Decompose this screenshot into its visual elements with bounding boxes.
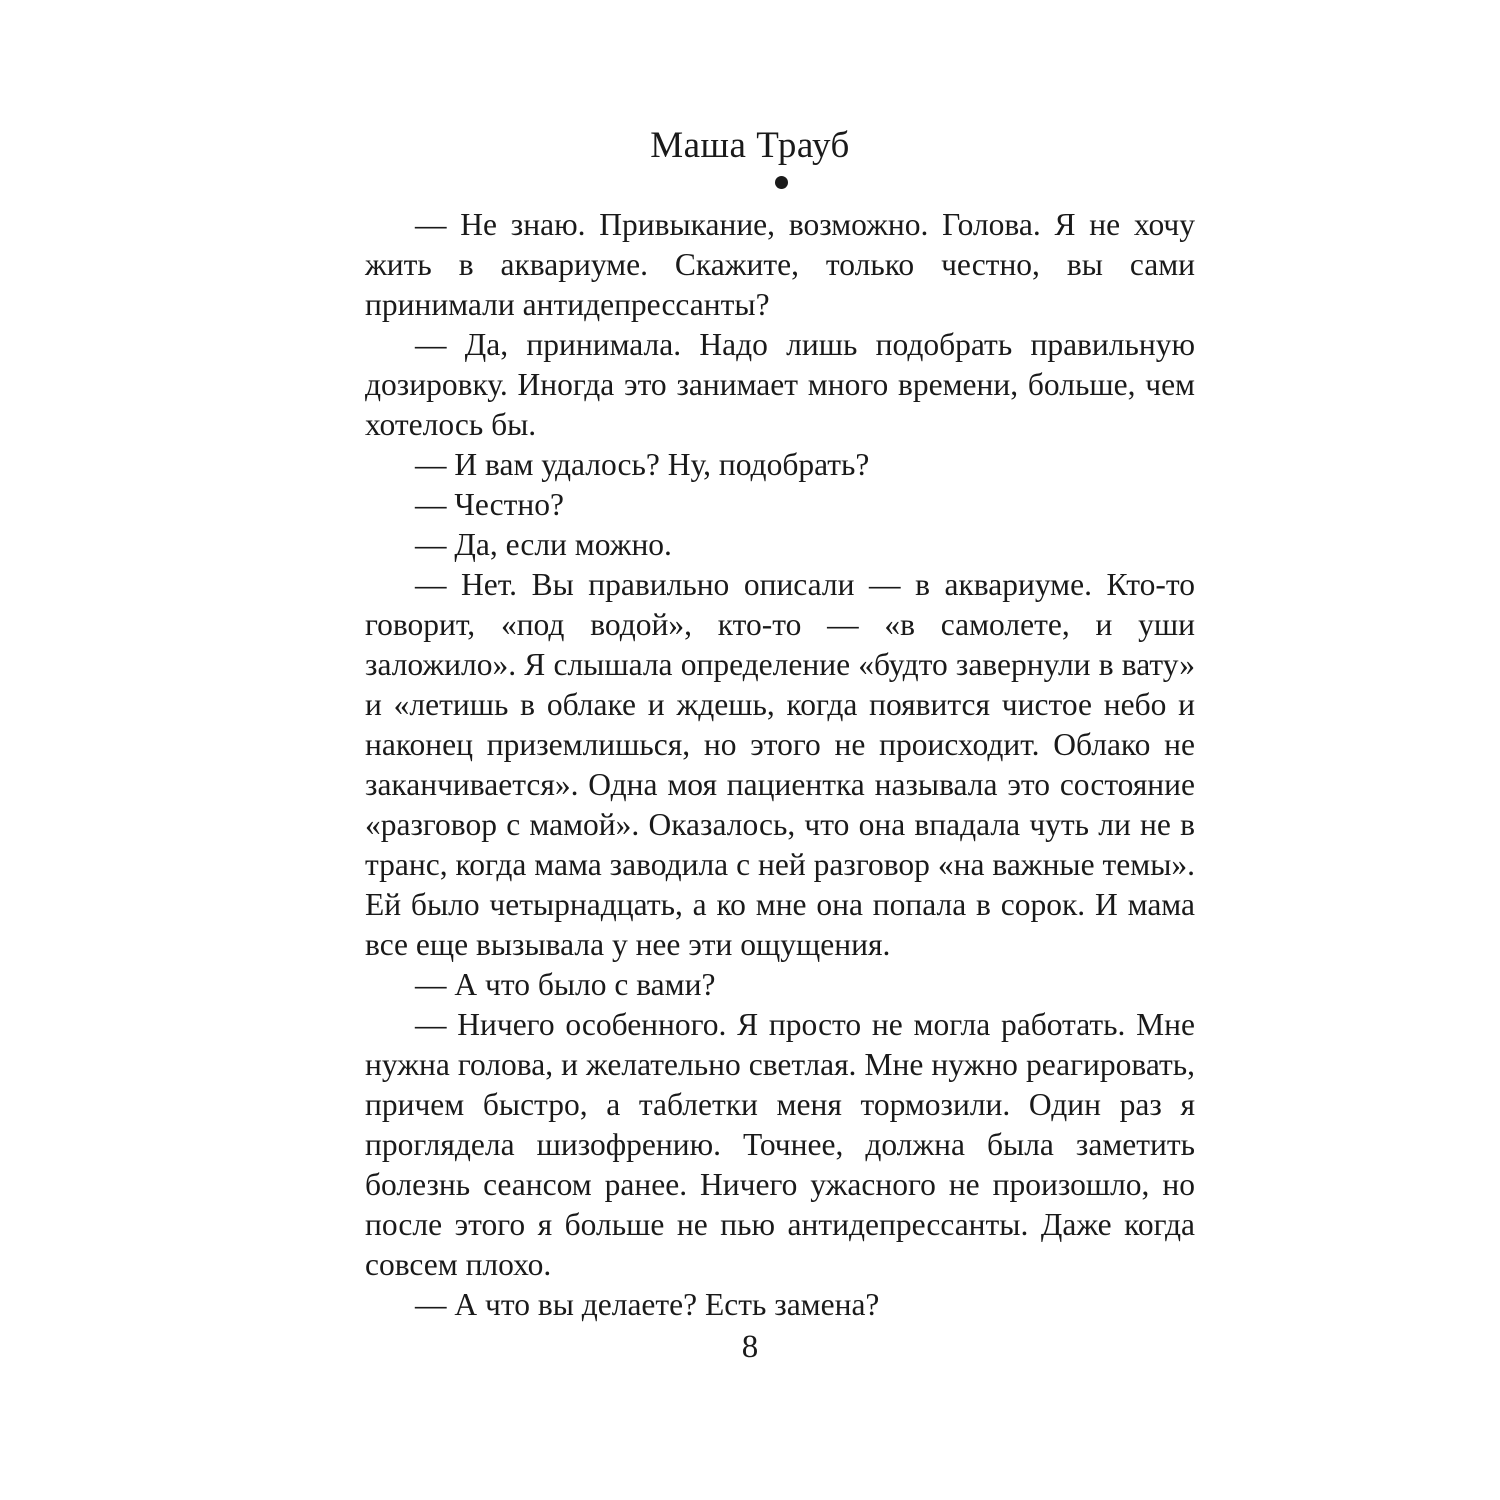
- paragraph: — А что вы делаете? Есть замена?: [415, 1287, 880, 1322]
- paragraph: — Нет. Вы правильно описали — в аквариуме. Кто-то говорит, «под водой», кто-то — «в самолете, и уши заложило». Я слышала определение «будто завернули в вату» и «летишь в облаке и ждешь, когда появится чистое небо и наконец приземлишься, но этого не происходит. Облако не заканчивается». Одна моя пациентка называла это состояние «разговор с мамой». Оказалось, что она впадала чуть ли не в транс, когда мама заводила с ней разговор «на важные темы». Ей было четырнадцать, а ко мне она попала в сорок. И мама все еще вызывала у нее эти ощущения.: [365, 567, 1195, 962]
- running-head-author: Маша Трауб: [650, 125, 850, 166]
- bullet-ornament-icon: [775, 176, 788, 189]
- paragraph: — А что было с вами?: [415, 967, 716, 1002]
- paragraph: — И вам удалось? Ну, подобрать?: [415, 447, 870, 482]
- body-text: [365, 205, 1195, 1325]
- page-number: 8: [741, 1329, 759, 1365]
- paragraph: — Да, если можно.: [415, 527, 672, 562]
- paragraph: — Да, принимала. Надо лишь подобрать правильную дозировку. Иногда это занимает много времени, больше, чем хотелось бы.: [365, 327, 1195, 442]
- paragraph: — Ничего особенного. Я просто не могла работать. Мне нужна голова, и желательно светлая. Мне нужно реагировать, причем быстро, а таблетки меня тормозили. Один раз я проглядела шизофрению. Точнее, должна была заметить болезнь сеансом ранее. Ничего ужасного не произошло, но после этого я больше не пью антидепрессанты. Даже когда совсем плохо.: [365, 1007, 1195, 1282]
- paragraph: — Честно?: [415, 487, 564, 522]
- paragraph: — Не знаю. Привыкание, возможно. Голова. Я не хочу жить в аквариуме. Скажите, только честно, вы сами принимали антидепрессанты?: [365, 207, 1195, 322]
